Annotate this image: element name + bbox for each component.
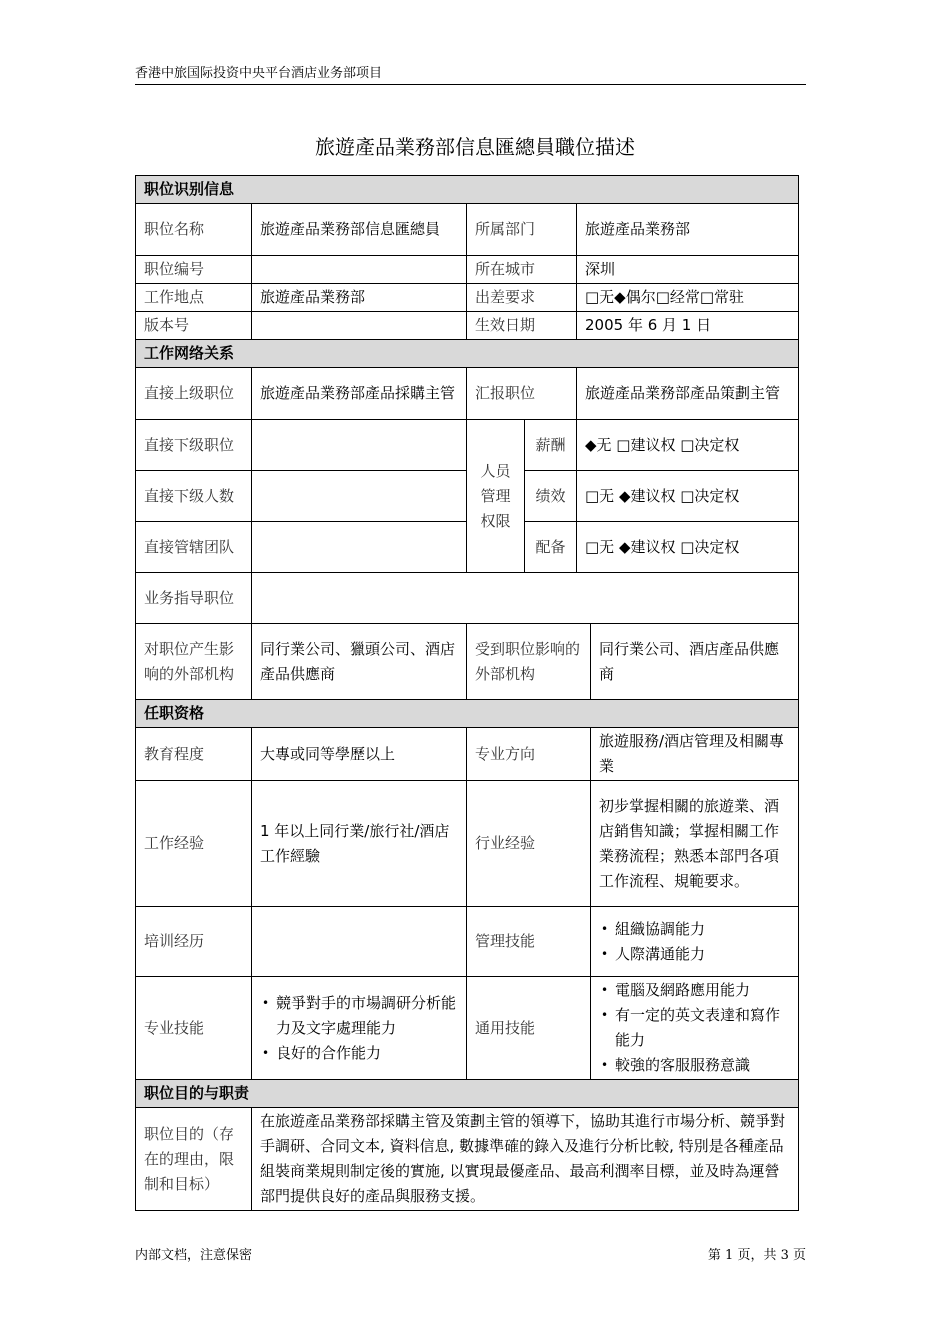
general-skills-label: 通用技能 [467, 977, 591, 1080]
list-item: • 較強的客服服務意識 [615, 1053, 790, 1078]
work-experience-value: 1 年以上同行業/旅行社/酒店工作經驗 [252, 781, 467, 907]
superior-value: 旅遊產品業務部產品採購主管 [252, 368, 467, 420]
work-experience-label: 工作经验 [136, 781, 252, 907]
performance-authority: □无 ◆建议权 □决定权 [577, 471, 799, 522]
subordinate-count-value [252, 471, 467, 522]
professional-skills-list [260, 991, 458, 1066]
external-affected-label: 受到职位影响的外部机构 [467, 624, 591, 700]
position-name-value: 旅遊產品業務部信息匯總員 [252, 204, 467, 256]
education-value: 大專或同等學歷以上 [252, 728, 467, 781]
superior-label: 直接上级职位 [136, 368, 252, 420]
department-value: 旅遊產品業務部 [577, 204, 799, 256]
report-label: 汇报职位 [467, 368, 577, 420]
subordinate-position-label: 直接下级职位 [136, 420, 252, 471]
page-header: 香港中旅国际投资中央平台酒店业务部项目 [135, 64, 806, 85]
list-item: • 組織協調能力 [615, 917, 790, 942]
section-qualifications: 任职资格 [136, 700, 799, 728]
effective-date-label: 生效日期 [467, 312, 577, 340]
job-description-table [135, 175, 799, 1211]
subordinate-count-label: 直接下级人数 [136, 471, 252, 522]
position-number-value [252, 256, 467, 284]
external-influencer-label: 对职位产生影响的外部机构 [136, 624, 252, 700]
version-value [252, 312, 467, 340]
report-value: 旅遊產品業務部產品策劃主管 [577, 368, 799, 420]
education-label: 教育程度 [136, 728, 252, 781]
training-label: 培训经历 [136, 907, 252, 977]
management-skills-list [599, 917, 790, 967]
footer-page-number: 第 1 页，共 3 页 [707, 1248, 806, 1263]
city-value: 深圳 [577, 256, 799, 284]
department-label: 所属部门 [467, 204, 577, 256]
industry-experience-value: 初步掌握相關的旅遊業、酒店銷售知識；掌握相關工作業務流程；熟悉本部門各項工作流程、規範要求。 [591, 781, 799, 907]
travel-label: 出差要求 [467, 284, 577, 312]
business-guidance-label: 业务指导职位 [136, 573, 252, 624]
work-location-value: 旅遊產品業務部 [252, 284, 467, 312]
team-value [252, 522, 467, 573]
salary-label: 薪酬 [525, 420, 577, 471]
subordinate-position-value [252, 420, 467, 471]
city-label: 所在城市 [467, 256, 577, 284]
version-label: 版本号 [136, 312, 252, 340]
business-guidance-value [252, 573, 799, 624]
external-affected-value: 同行業公司、酒店產品供應商 [591, 624, 799, 700]
purpose-text: 在旅遊產品業務部採購主管及策劃主管的領導下，協助其進行市場分析、競爭對手調研、合同文本, 資料信息, 數據準確的錄入及進行分析比較, 特別是各種產品組裝商業規則制定後的實施, 以實現最優產品、最高利潤率目標，並及時為運營部門提供良好的產品與服務支援。 [252, 1108, 799, 1211]
salary-authority: ◆无 □建议权 □决定权 [577, 420, 799, 471]
staffing-label: 配备 [525, 522, 577, 573]
professional-skills-label: 专业技能 [136, 977, 252, 1080]
training-value [252, 907, 467, 977]
list-item: • 良好的合作能力 [276, 1041, 458, 1066]
travel-value: □无◆偶尔□经常□常驻 [577, 284, 799, 312]
effective-date-value: 2005 年 6 月 1 日 [577, 312, 799, 340]
position-name-label: 职位名称 [136, 204, 252, 256]
work-location-label: 工作地点 [136, 284, 252, 312]
performance-label: 绩效 [525, 471, 577, 522]
external-influencer-value: 同行業公司、獵頭公司、酒店產品供應商 [252, 624, 467, 700]
footer-confidential: 内部文档，注意保密 [135, 1248, 253, 1263]
major-label: 专业方向 [467, 728, 591, 781]
purpose-label: 职位目的（存在的理由，限制和目标） [136, 1108, 252, 1211]
general-skills-list [599, 978, 790, 1078]
team-label: 直接管辖团队 [136, 522, 252, 573]
list-item: • 人際溝通能力 [615, 942, 790, 967]
position-number-label: 职位编号 [136, 256, 252, 284]
section-network: 工作网络关系 [136, 340, 799, 368]
section-purpose: 职位目的与职责 [136, 1080, 799, 1108]
list-item: • 競爭對手的市場調研分析能力及文字處理能力 [276, 991, 458, 1041]
list-item: • 電腦及網路應用能力 [615, 978, 790, 1003]
management-skills-label: 管理技能 [467, 907, 591, 977]
list-item: • 有一定的英文表達和寫作能力 [615, 1003, 790, 1053]
document-title: 旅遊產品業務部信息匯總員職位描述 [315, 135, 635, 159]
major-value: 旅遊服務/酒店管理及相關專業 [591, 728, 799, 781]
industry-experience-label: 行业经验 [467, 781, 591, 907]
professional-skills-cell [252, 977, 467, 1080]
staff-authority-label: 人员管理权限 [467, 420, 525, 573]
staffing-authority: □无 ◆建议权 □决定权 [577, 522, 799, 573]
management-skills-cell [591, 907, 799, 977]
general-skills-cell [591, 977, 799, 1080]
section-identity: 职位识别信息 [136, 176, 799, 204]
